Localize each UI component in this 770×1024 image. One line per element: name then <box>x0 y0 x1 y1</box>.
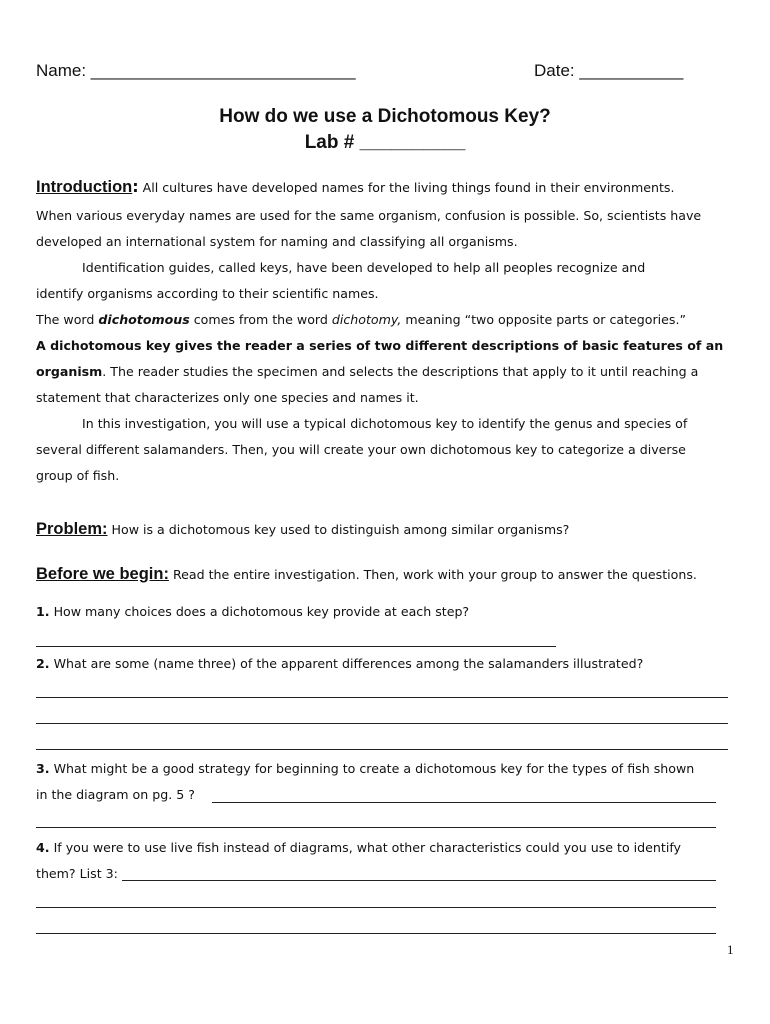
before-line <box>36 565 697 584</box>
q4-answer-line-1[interactable] <box>122 880 716 881</box>
q4-answer-line-3[interactable] <box>36 933 716 934</box>
q4-number: 4. <box>36 840 50 855</box>
intro-line-1 <box>36 177 674 197</box>
q1-answer-line[interactable] <box>36 646 556 647</box>
q3-text: What might be a good strategy for beginning to create a dichotomous key for the types of fish shown <box>49 761 695 776</box>
intro-8b: . The reader studies the specimen and selects the descriptions that apply to it until reaching a <box>102 364 699 379</box>
intro-6a: The word <box>36 312 99 327</box>
intro-line-3: developed an international system for naming and classifying all organisms. <box>36 234 518 249</box>
intro-6e: meaning “two opposite parts or categories.” <box>401 312 687 327</box>
before-heading: Before we begin: <box>36 565 169 583</box>
q4-line-2: them? List 3: <box>36 866 118 881</box>
q1-number: 1. <box>36 604 50 619</box>
before-text: Read the entire investigation. Then, work with your group to answer the questions. <box>168 567 697 582</box>
intro-line-6 <box>36 312 686 327</box>
intro-line-7: A dichotomous key gives the reader a series of two different descriptions of basic features of an <box>36 338 724 353</box>
intro-line-9: statement that characterizes only one species and names it. <box>36 390 419 405</box>
term-dichotomous: dichotomous <box>98 312 190 327</box>
page-title: How do we use a Dichotomous Key? <box>219 106 551 127</box>
problem-text: How is a dichotomous key used to distinguish among similar organisms? <box>107 522 570 537</box>
intro-line-5: identify organisms according to their scientific names. <box>36 286 379 301</box>
q4-text: If you were to use live fish instead of diagrams, what other characteristics could you use to identify <box>49 840 682 855</box>
problem-heading: Problem: <box>36 520 108 538</box>
intro-8a: organism <box>36 364 103 379</box>
question-2 <box>36 656 643 671</box>
q3-line-2: in the diagram on pg. 5 ? <box>36 787 195 802</box>
introduction-colon: : <box>132 177 139 196</box>
question-4 <box>36 840 681 855</box>
q3-answer-line-2[interactable] <box>36 827 716 828</box>
q2-answer-line-3[interactable] <box>36 749 728 750</box>
intro-line-10: In this investigation, you will use a typical dichotomous key to identify the genus and species of <box>82 416 688 431</box>
intro-line-2: When various everyday names are used for the same organism, confusion is possible. So, scientists have <box>36 208 702 223</box>
intro-line-4: Identification guides, called keys, have been developed to help all peoples recognize and <box>82 260 646 275</box>
q1-text: How many choices does a dichotomous key provide at each step? <box>49 604 470 619</box>
term-dichotomy: dichotomy, <box>331 312 402 327</box>
intro-text-1: All cultures have developed names for the living things found in their environments. <box>138 180 675 195</box>
q3-answer-line-1[interactable] <box>212 802 716 803</box>
question-3 <box>36 761 694 776</box>
intro-line-11: several different salamanders. Then, you will create your own dichotomous key to categorize a diverse <box>36 442 686 457</box>
problem-line <box>36 520 569 539</box>
intro-line-12: group of fish. <box>36 468 120 483</box>
intro-line-8 <box>36 364 698 379</box>
intro-6c: comes from the word <box>189 312 332 327</box>
q3-number: 3. <box>36 761 50 776</box>
q2-answer-line-2[interactable] <box>36 723 728 724</box>
page-number: 1 <box>727 942 734 957</box>
q2-number: 2. <box>36 656 50 671</box>
name-field-label: Name: ____________________________ <box>36 61 356 80</box>
date-field-label: Date: ___________ <box>534 61 684 80</box>
introduction-heading: Introduction <box>36 178 133 196</box>
question-1 <box>36 604 469 619</box>
q2-answer-line-1[interactable] <box>36 697 728 698</box>
lab-number-line: Lab # __________ <box>304 132 466 153</box>
q2-text: What are some (name three) of the apparent differences among the salamanders illustrated? <box>49 656 644 671</box>
q4-answer-line-2[interactable] <box>36 907 716 908</box>
